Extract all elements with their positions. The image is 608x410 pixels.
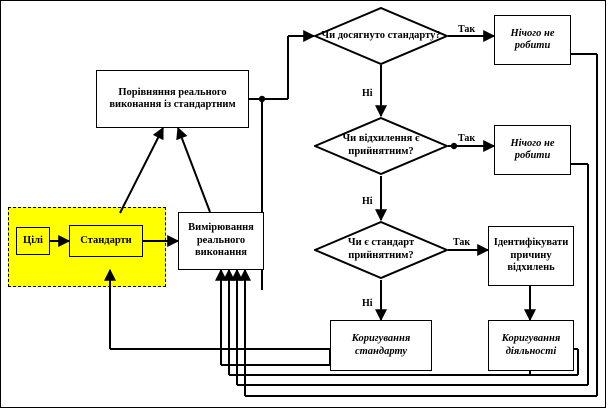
node-measurement[interactable] [178, 212, 264, 270]
edge-label-no-2: Ні [362, 196, 373, 207]
node-correct-activity[interactable] [488, 320, 574, 371]
node-standards-label: Стандарти [80, 234, 132, 246]
decision-standard-acceptable[interactable] [314, 221, 448, 279]
node-comparison-label: Порівняння реального виконання із стандартним [109, 86, 236, 110]
decision-standard-acceptable-label: Чи є стандарт прийнятним? [347, 237, 415, 261]
node-goals[interactable] [16, 227, 50, 255]
node-correct-activity-label: Коригування діяльності [501, 333, 561, 357]
node-correct-standard-label: Коригування стандарту [351, 333, 411, 357]
edge-label-yes-3: Так [453, 237, 471, 248]
node-goals-label: Цілі [23, 234, 43, 246]
node-do-nothing-2[interactable] [494, 125, 571, 175]
decision-standard-reached[interactable] [314, 7, 448, 65]
edge-label-no-3: Ні [362, 298, 373, 309]
decision-deviation-acceptable[interactable] [314, 117, 448, 175]
edge-label-no-1: Ні [362, 88, 373, 99]
node-identify-cause[interactable] [488, 226, 574, 286]
edge-label-yes-2: Так [458, 133, 476, 144]
node-measurement-label: Вимірювання реального виконання [188, 222, 254, 259]
node-standards[interactable] [69, 225, 143, 257]
node-do-nothing-1[interactable] [494, 15, 571, 65]
decision-deviation-acceptable-label: Чи відхилення є прийнятним? [342, 133, 420, 157]
node-correct-standard[interactable] [330, 320, 432, 371]
node-do-nothing-2-label: Нічого не робити [510, 137, 555, 161]
edge-label-yes-1: Так [458, 24, 476, 35]
node-comparison[interactable] [96, 70, 249, 128]
node-identify-cause-label: Ідентифікувати причину відхилень [493, 237, 569, 274]
node-do-nothing-1-label: Нічого не робити [510, 27, 555, 51]
decision-standard-reached-label: Чи досягнуто стандарту? [321, 29, 441, 41]
